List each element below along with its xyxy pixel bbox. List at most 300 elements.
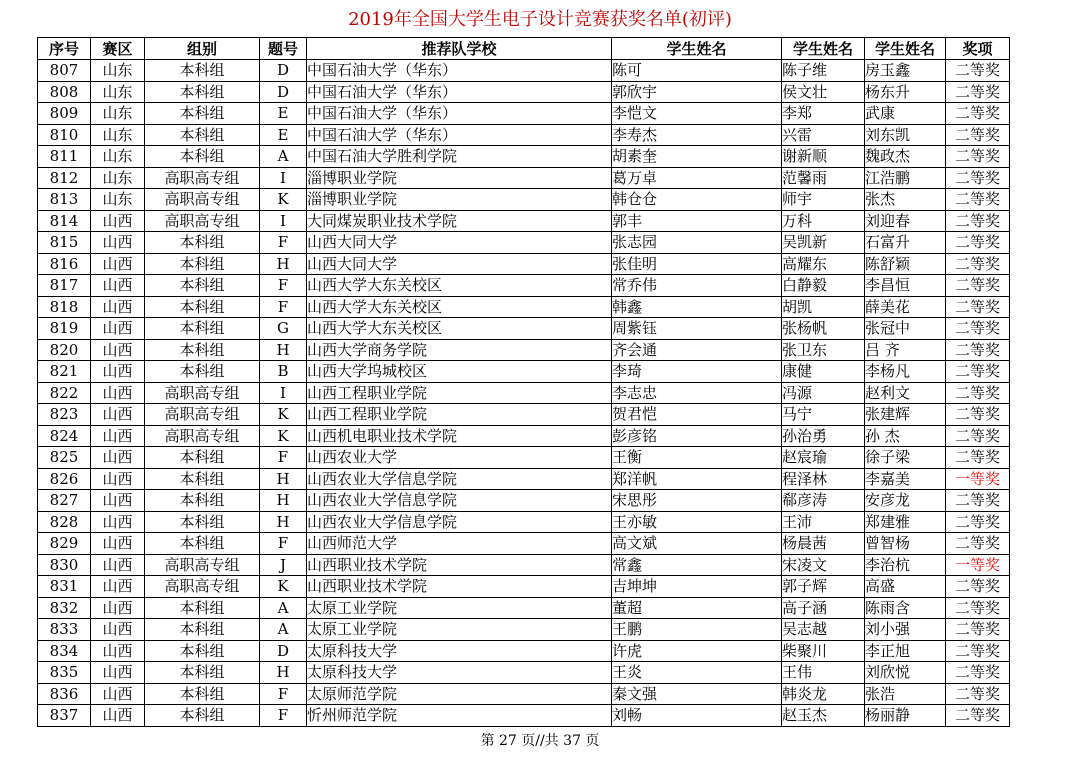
cell-student-2: 吴志越 xyxy=(782,619,865,641)
cell-student-1: 胡素奎 xyxy=(612,146,782,168)
table-row xyxy=(38,361,1010,383)
table-row xyxy=(38,705,1010,727)
cell-problem: F xyxy=(260,447,307,469)
cell-problem: G xyxy=(260,318,307,340)
cell-index: 825 xyxy=(38,447,91,469)
cell-award: 二等奖 xyxy=(946,339,1010,361)
cell-problem: D xyxy=(260,60,307,82)
cell-student-3: 刘欣悦 xyxy=(865,662,946,684)
header-problem: 题号 xyxy=(260,38,307,60)
cell-student-2: 师宇 xyxy=(782,189,865,211)
cell-student-3: 张建辉 xyxy=(865,404,946,426)
cell-index: 822 xyxy=(38,382,91,404)
cell-group: 本科组 xyxy=(145,81,260,103)
cell-region: 山东 xyxy=(91,81,145,103)
cell-student-2: 程泽林 xyxy=(782,468,865,490)
cell-student-1: 吉坤坤 xyxy=(612,576,782,598)
table-body xyxy=(38,60,1010,727)
cell-region: 山西 xyxy=(91,210,145,232)
cell-award: 二等奖 xyxy=(946,189,1010,211)
cell-student-3: 张杰 xyxy=(865,189,946,211)
cell-index: 813 xyxy=(38,189,91,211)
cell-region: 山西 xyxy=(91,490,145,512)
cell-region: 山西 xyxy=(91,339,145,361)
cell-problem: H xyxy=(260,339,307,361)
cell-award: 二等奖 xyxy=(946,318,1010,340)
cell-student-1: 张志园 xyxy=(612,232,782,254)
cell-problem: A xyxy=(260,146,307,168)
table-row xyxy=(38,490,1010,512)
cell-student-2: 兴雷 xyxy=(782,124,865,146)
cell-problem: F xyxy=(260,683,307,705)
cell-region: 山东 xyxy=(91,103,145,125)
table-row xyxy=(38,533,1010,555)
cell-student-3: 武康 xyxy=(865,103,946,125)
cell-school: 山西农业大学信息学院 xyxy=(307,511,612,533)
cell-student-2: 孙治勇 xyxy=(782,425,865,447)
table-row xyxy=(38,576,1010,598)
cell-student-1: 韩鑫 xyxy=(612,296,782,318)
awards-table xyxy=(37,37,1010,727)
cell-student-3: 杨丽静 xyxy=(865,705,946,727)
cell-region: 山东 xyxy=(91,60,145,82)
cell-index: 831 xyxy=(38,576,91,598)
cell-problem: F xyxy=(260,275,307,297)
cell-student-2: 柴聚川 xyxy=(782,640,865,662)
cell-student-3: 刘迎春 xyxy=(865,210,946,232)
cell-problem: B xyxy=(260,361,307,383)
cell-student-3: 吕 齐 xyxy=(865,339,946,361)
cell-student-3: 徐子梁 xyxy=(865,447,946,469)
cell-problem: F xyxy=(260,533,307,555)
cell-index: 827 xyxy=(38,490,91,512)
cell-school: 山西职业技术学院 xyxy=(307,576,612,598)
table-row xyxy=(38,382,1010,404)
table-row xyxy=(38,425,1010,447)
cell-award: 二等奖 xyxy=(946,425,1010,447)
cell-student-3: 曾智杨 xyxy=(865,533,946,555)
cell-student-3: 李嘉美 xyxy=(865,468,946,490)
cell-award: 二等奖 xyxy=(946,619,1010,641)
cell-problem: D xyxy=(260,81,307,103)
table-header xyxy=(38,38,1010,60)
cell-student-1: 郭欣宇 xyxy=(612,81,782,103)
table-row xyxy=(38,662,1010,684)
cell-student-2: 胡凯 xyxy=(782,296,865,318)
table-row xyxy=(38,210,1010,232)
cell-student-3: 刘小强 xyxy=(865,619,946,641)
cell-award: 二等奖 xyxy=(946,576,1010,598)
cell-region: 山西 xyxy=(91,232,145,254)
cell-student-3: 陈舒颖 xyxy=(865,253,946,275)
cell-student-3: 江浩鹏 xyxy=(865,167,946,189)
table-row xyxy=(38,167,1010,189)
cell-problem: H xyxy=(260,490,307,512)
cell-student-3: 魏政杰 xyxy=(865,146,946,168)
cell-student-3: 薛美花 xyxy=(865,296,946,318)
cell-award: 二等奖 xyxy=(946,103,1010,125)
cell-region: 山西 xyxy=(91,554,145,576)
cell-school: 山西农业大学 xyxy=(307,447,612,469)
cell-region: 山西 xyxy=(91,404,145,426)
cell-student-3: 杨东升 xyxy=(865,81,946,103)
cell-student-1: 秦文强 xyxy=(612,683,782,705)
cell-school: 山西大学大东关校区 xyxy=(307,318,612,340)
cell-index: 824 xyxy=(38,425,91,447)
cell-index: 836 xyxy=(38,683,91,705)
cell-index: 834 xyxy=(38,640,91,662)
cell-student-1: 韩仓仓 xyxy=(612,189,782,211)
cell-index: 837 xyxy=(38,705,91,727)
cell-student-3: 高盛 xyxy=(865,576,946,598)
cell-problem: H xyxy=(260,511,307,533)
cell-award: 二等奖 xyxy=(946,683,1010,705)
cell-region: 山西 xyxy=(91,533,145,555)
cell-index: 817 xyxy=(38,275,91,297)
table-row xyxy=(38,146,1010,168)
cell-student-2: 高子涵 xyxy=(782,597,865,619)
cell-index: 814 xyxy=(38,210,91,232)
cell-award: 二等奖 xyxy=(946,253,1010,275)
cell-region: 山西 xyxy=(91,619,145,641)
cell-school: 中国石油大学（华东） xyxy=(307,124,612,146)
cell-group: 本科组 xyxy=(145,296,260,318)
cell-student-1: 王衡 xyxy=(612,447,782,469)
cell-region: 山东 xyxy=(91,189,145,211)
cell-student-2: 王伟 xyxy=(782,662,865,684)
cell-student-1: 彭彦铭 xyxy=(612,425,782,447)
cell-index: 835 xyxy=(38,662,91,684)
cell-group: 本科组 xyxy=(145,103,260,125)
cell-index: 816 xyxy=(38,253,91,275)
cell-school: 山西大同大学 xyxy=(307,253,612,275)
cell-student-1: 王炎 xyxy=(612,662,782,684)
cell-school: 中国石油大学（华东） xyxy=(307,103,612,125)
cell-problem: A xyxy=(260,597,307,619)
header-student-1: 学生姓名 xyxy=(612,38,782,60)
cell-index: 820 xyxy=(38,339,91,361)
cell-award: 二等奖 xyxy=(946,124,1010,146)
cell-group: 高职高专组 xyxy=(145,554,260,576)
table-row xyxy=(38,468,1010,490)
cell-student-2: 谢新顺 xyxy=(782,146,865,168)
cell-student-2: 赵玉杰 xyxy=(782,705,865,727)
cell-student-3: 郑建雅 xyxy=(865,511,946,533)
cell-region: 山西 xyxy=(91,597,145,619)
cell-region: 山东 xyxy=(91,146,145,168)
cell-school: 山西大学大东关校区 xyxy=(307,296,612,318)
cell-problem: I xyxy=(260,167,307,189)
cell-student-2: 张卫东 xyxy=(782,339,865,361)
cell-group: 高职高专组 xyxy=(145,425,260,447)
cell-group: 高职高专组 xyxy=(145,210,260,232)
cell-student-1: 周紫钰 xyxy=(612,318,782,340)
cell-student-1: 李琦 xyxy=(612,361,782,383)
cell-award: 二等奖 xyxy=(946,210,1010,232)
cell-region: 山西 xyxy=(91,275,145,297)
table-row xyxy=(38,619,1010,641)
cell-student-2: 宋凌文 xyxy=(782,554,865,576)
cell-award: 二等奖 xyxy=(946,490,1010,512)
cell-student-1: 葛万卓 xyxy=(612,167,782,189)
cell-student-1: 常乔伟 xyxy=(612,275,782,297)
cell-group: 本科组 xyxy=(145,146,260,168)
header-student-3: 学生姓名 xyxy=(865,38,946,60)
cell-student-2: 郭子辉 xyxy=(782,576,865,598)
cell-award: 一等奖 xyxy=(946,468,1010,490)
cell-student-1: 陈可 xyxy=(612,60,782,82)
table-row xyxy=(38,124,1010,146)
cell-student-1: 李寿杰 xyxy=(612,124,782,146)
cell-student-1: 郑洋帆 xyxy=(612,468,782,490)
cell-student-1: 高文斌 xyxy=(612,533,782,555)
cell-award: 二等奖 xyxy=(946,167,1010,189)
cell-problem: E xyxy=(260,124,307,146)
cell-award: 二等奖 xyxy=(946,361,1010,383)
cell-group: 本科组 xyxy=(145,253,260,275)
cell-group: 高职高专组 xyxy=(145,189,260,211)
cell-student-2: 王沛 xyxy=(782,511,865,533)
cell-region: 山东 xyxy=(91,124,145,146)
cell-group: 本科组 xyxy=(145,662,260,684)
cell-region: 山西 xyxy=(91,683,145,705)
cell-student-2: 韩炎龙 xyxy=(782,683,865,705)
header-award: 奖项 xyxy=(946,38,1010,60)
cell-student-3: 赵利文 xyxy=(865,382,946,404)
cell-student-1: 董超 xyxy=(612,597,782,619)
cell-group: 本科组 xyxy=(145,533,260,555)
cell-problem: F xyxy=(260,296,307,318)
cell-student-3: 孙 杰 xyxy=(865,425,946,447)
cell-award: 二等奖 xyxy=(946,640,1010,662)
cell-problem: K xyxy=(260,576,307,598)
cell-index: 807 xyxy=(38,60,91,82)
cell-student-2: 杨晨茜 xyxy=(782,533,865,555)
cell-award: 二等奖 xyxy=(946,232,1010,254)
table-row xyxy=(38,339,1010,361)
cell-award: 二等奖 xyxy=(946,533,1010,555)
cell-group: 本科组 xyxy=(145,124,260,146)
cell-group: 高职高专组 xyxy=(145,404,260,426)
cell-group: 本科组 xyxy=(145,232,260,254)
cell-index: 811 xyxy=(38,146,91,168)
cell-region: 山西 xyxy=(91,468,145,490)
cell-student-3: 李杨凡 xyxy=(865,361,946,383)
cell-student-2: 白静毅 xyxy=(782,275,865,297)
cell-student-2: 范馨雨 xyxy=(782,167,865,189)
cell-school: 山西大同大学 xyxy=(307,232,612,254)
cell-student-2: 赵宸瑜 xyxy=(782,447,865,469)
table-row xyxy=(38,81,1010,103)
cell-student-1: 刘畅 xyxy=(612,705,782,727)
header-school: 推荐队学校 xyxy=(307,38,612,60)
cell-student-1: 贺君恺 xyxy=(612,404,782,426)
cell-student-1: 许虎 xyxy=(612,640,782,662)
cell-problem: H xyxy=(260,468,307,490)
cell-index: 832 xyxy=(38,597,91,619)
cell-school: 太原工业学院 xyxy=(307,597,612,619)
table-row xyxy=(38,275,1010,297)
cell-index: 809 xyxy=(38,103,91,125)
cell-index: 808 xyxy=(38,81,91,103)
header-index: 序号 xyxy=(38,38,91,60)
cell-problem: A xyxy=(260,619,307,641)
cell-region: 山西 xyxy=(91,705,145,727)
cell-school: 山西师范大学 xyxy=(307,533,612,555)
cell-student-1: 李恺文 xyxy=(612,103,782,125)
cell-student-3: 李昌恒 xyxy=(865,275,946,297)
cell-problem: F xyxy=(260,705,307,727)
cell-group: 本科组 xyxy=(145,490,260,512)
cell-region: 山东 xyxy=(91,167,145,189)
cell-region: 山西 xyxy=(91,425,145,447)
cell-problem: K xyxy=(260,189,307,211)
cell-award: 二等奖 xyxy=(946,404,1010,426)
cell-region: 山西 xyxy=(91,253,145,275)
cell-index: 823 xyxy=(38,404,91,426)
cell-index: 821 xyxy=(38,361,91,383)
cell-school: 中国石油大学（华东） xyxy=(307,81,612,103)
cell-school: 山西大学大东关校区 xyxy=(307,275,612,297)
cell-region: 山西 xyxy=(91,576,145,598)
cell-student-2: 侯文壮 xyxy=(782,81,865,103)
cell-problem: H xyxy=(260,253,307,275)
header-group: 组别 xyxy=(145,38,260,60)
cell-student-3: 石富升 xyxy=(865,232,946,254)
cell-student-3: 李治杭 xyxy=(865,554,946,576)
cell-school: 山西农业大学信息学院 xyxy=(307,468,612,490)
cell-student-1: 齐会通 xyxy=(612,339,782,361)
cell-award: 二等奖 xyxy=(946,60,1010,82)
table-row xyxy=(38,60,1010,82)
table-row xyxy=(38,511,1010,533)
cell-school: 山西工程职业学院 xyxy=(307,382,612,404)
table-row xyxy=(38,404,1010,426)
cell-region: 山西 xyxy=(91,640,145,662)
table-row xyxy=(38,189,1010,211)
cell-group: 本科组 xyxy=(145,60,260,82)
cell-student-2: 李郑 xyxy=(782,103,865,125)
cell-student-2: 马宁 xyxy=(782,404,865,426)
cell-index: 819 xyxy=(38,318,91,340)
cell-group: 本科组 xyxy=(145,619,260,641)
table-row xyxy=(38,103,1010,125)
cell-student-1: 郭丰 xyxy=(612,210,782,232)
cell-problem: J xyxy=(260,554,307,576)
cell-region: 山西 xyxy=(91,382,145,404)
cell-group: 本科组 xyxy=(145,468,260,490)
cell-index: 810 xyxy=(38,124,91,146)
cell-group: 高职高专组 xyxy=(145,382,260,404)
cell-award: 二等奖 xyxy=(946,447,1010,469)
cell-school: 山西机电职业技术学院 xyxy=(307,425,612,447)
cell-problem: I xyxy=(260,382,307,404)
cell-school: 山西工程职业学院 xyxy=(307,404,612,426)
table-row xyxy=(38,232,1010,254)
table-row xyxy=(38,597,1010,619)
cell-student-2: 郗彦涛 xyxy=(782,490,865,512)
cell-problem: H xyxy=(260,662,307,684)
cell-problem: D xyxy=(260,640,307,662)
cell-group: 本科组 xyxy=(145,318,260,340)
cell-student-3: 李正旭 xyxy=(865,640,946,662)
cell-award: 二等奖 xyxy=(946,81,1010,103)
cell-school: 山西大学坞城校区 xyxy=(307,361,612,383)
cell-problem: F xyxy=(260,232,307,254)
cell-student-3: 刘东凯 xyxy=(865,124,946,146)
cell-award: 二等奖 xyxy=(946,146,1010,168)
cell-school: 太原工业学院 xyxy=(307,619,612,641)
cell-index: 826 xyxy=(38,468,91,490)
cell-problem: K xyxy=(260,404,307,426)
cell-school: 中国石油大学胜利学院 xyxy=(307,146,612,168)
cell-problem: K xyxy=(260,425,307,447)
cell-award: 二等奖 xyxy=(946,296,1010,318)
cell-group: 本科组 xyxy=(145,361,260,383)
table-row xyxy=(38,318,1010,340)
cell-region: 山西 xyxy=(91,296,145,318)
cell-group: 本科组 xyxy=(145,705,260,727)
cell-group: 本科组 xyxy=(145,339,260,361)
cell-student-1: 常鑫 xyxy=(612,554,782,576)
cell-school: 大同煤炭职业技术学院 xyxy=(307,210,612,232)
cell-school: 淄博职业学院 xyxy=(307,167,612,189)
cell-student-1: 王鹏 xyxy=(612,619,782,641)
cell-group: 本科组 xyxy=(145,640,260,662)
cell-problem: E xyxy=(260,103,307,125)
table-row xyxy=(38,447,1010,469)
cell-student-3: 房玉鑫 xyxy=(865,60,946,82)
header-row xyxy=(38,38,1010,60)
cell-index: 829 xyxy=(38,533,91,555)
cell-index: 828 xyxy=(38,511,91,533)
cell-award: 二等奖 xyxy=(946,597,1010,619)
table-row xyxy=(38,640,1010,662)
cell-group: 本科组 xyxy=(145,683,260,705)
cell-region: 山西 xyxy=(91,511,145,533)
cell-student-2: 陈子维 xyxy=(782,60,865,82)
cell-region: 山西 xyxy=(91,361,145,383)
cell-school: 中国石油大学（华东） xyxy=(307,60,612,82)
cell-award: 二等奖 xyxy=(946,511,1010,533)
cell-student-2: 康健 xyxy=(782,361,865,383)
cell-index: 830 xyxy=(38,554,91,576)
table-row xyxy=(38,554,1010,576)
cell-group: 本科组 xyxy=(145,597,260,619)
table-row xyxy=(38,253,1010,275)
cell-student-3: 安彦龙 xyxy=(865,490,946,512)
cell-award: 一等奖 xyxy=(946,554,1010,576)
cell-student-3: 张浩 xyxy=(865,683,946,705)
cell-student-2: 冯源 xyxy=(782,382,865,404)
cell-school: 山西大学商务学院 xyxy=(307,339,612,361)
cell-group: 高职高专组 xyxy=(145,576,260,598)
cell-region: 山西 xyxy=(91,662,145,684)
cell-index: 833 xyxy=(38,619,91,641)
cell-group: 本科组 xyxy=(145,275,260,297)
cell-region: 山西 xyxy=(91,447,145,469)
cell-group: 高职高专组 xyxy=(145,167,260,189)
cell-student-2: 万科 xyxy=(782,210,865,232)
table-row xyxy=(38,296,1010,318)
cell-school: 太原科技大学 xyxy=(307,662,612,684)
cell-index: 812 xyxy=(38,167,91,189)
table-row xyxy=(38,683,1010,705)
cell-award: 二等奖 xyxy=(946,705,1010,727)
cell-award: 二等奖 xyxy=(946,275,1010,297)
cell-school: 山西农业大学信息学院 xyxy=(307,490,612,512)
cell-student-2: 高耀东 xyxy=(782,253,865,275)
